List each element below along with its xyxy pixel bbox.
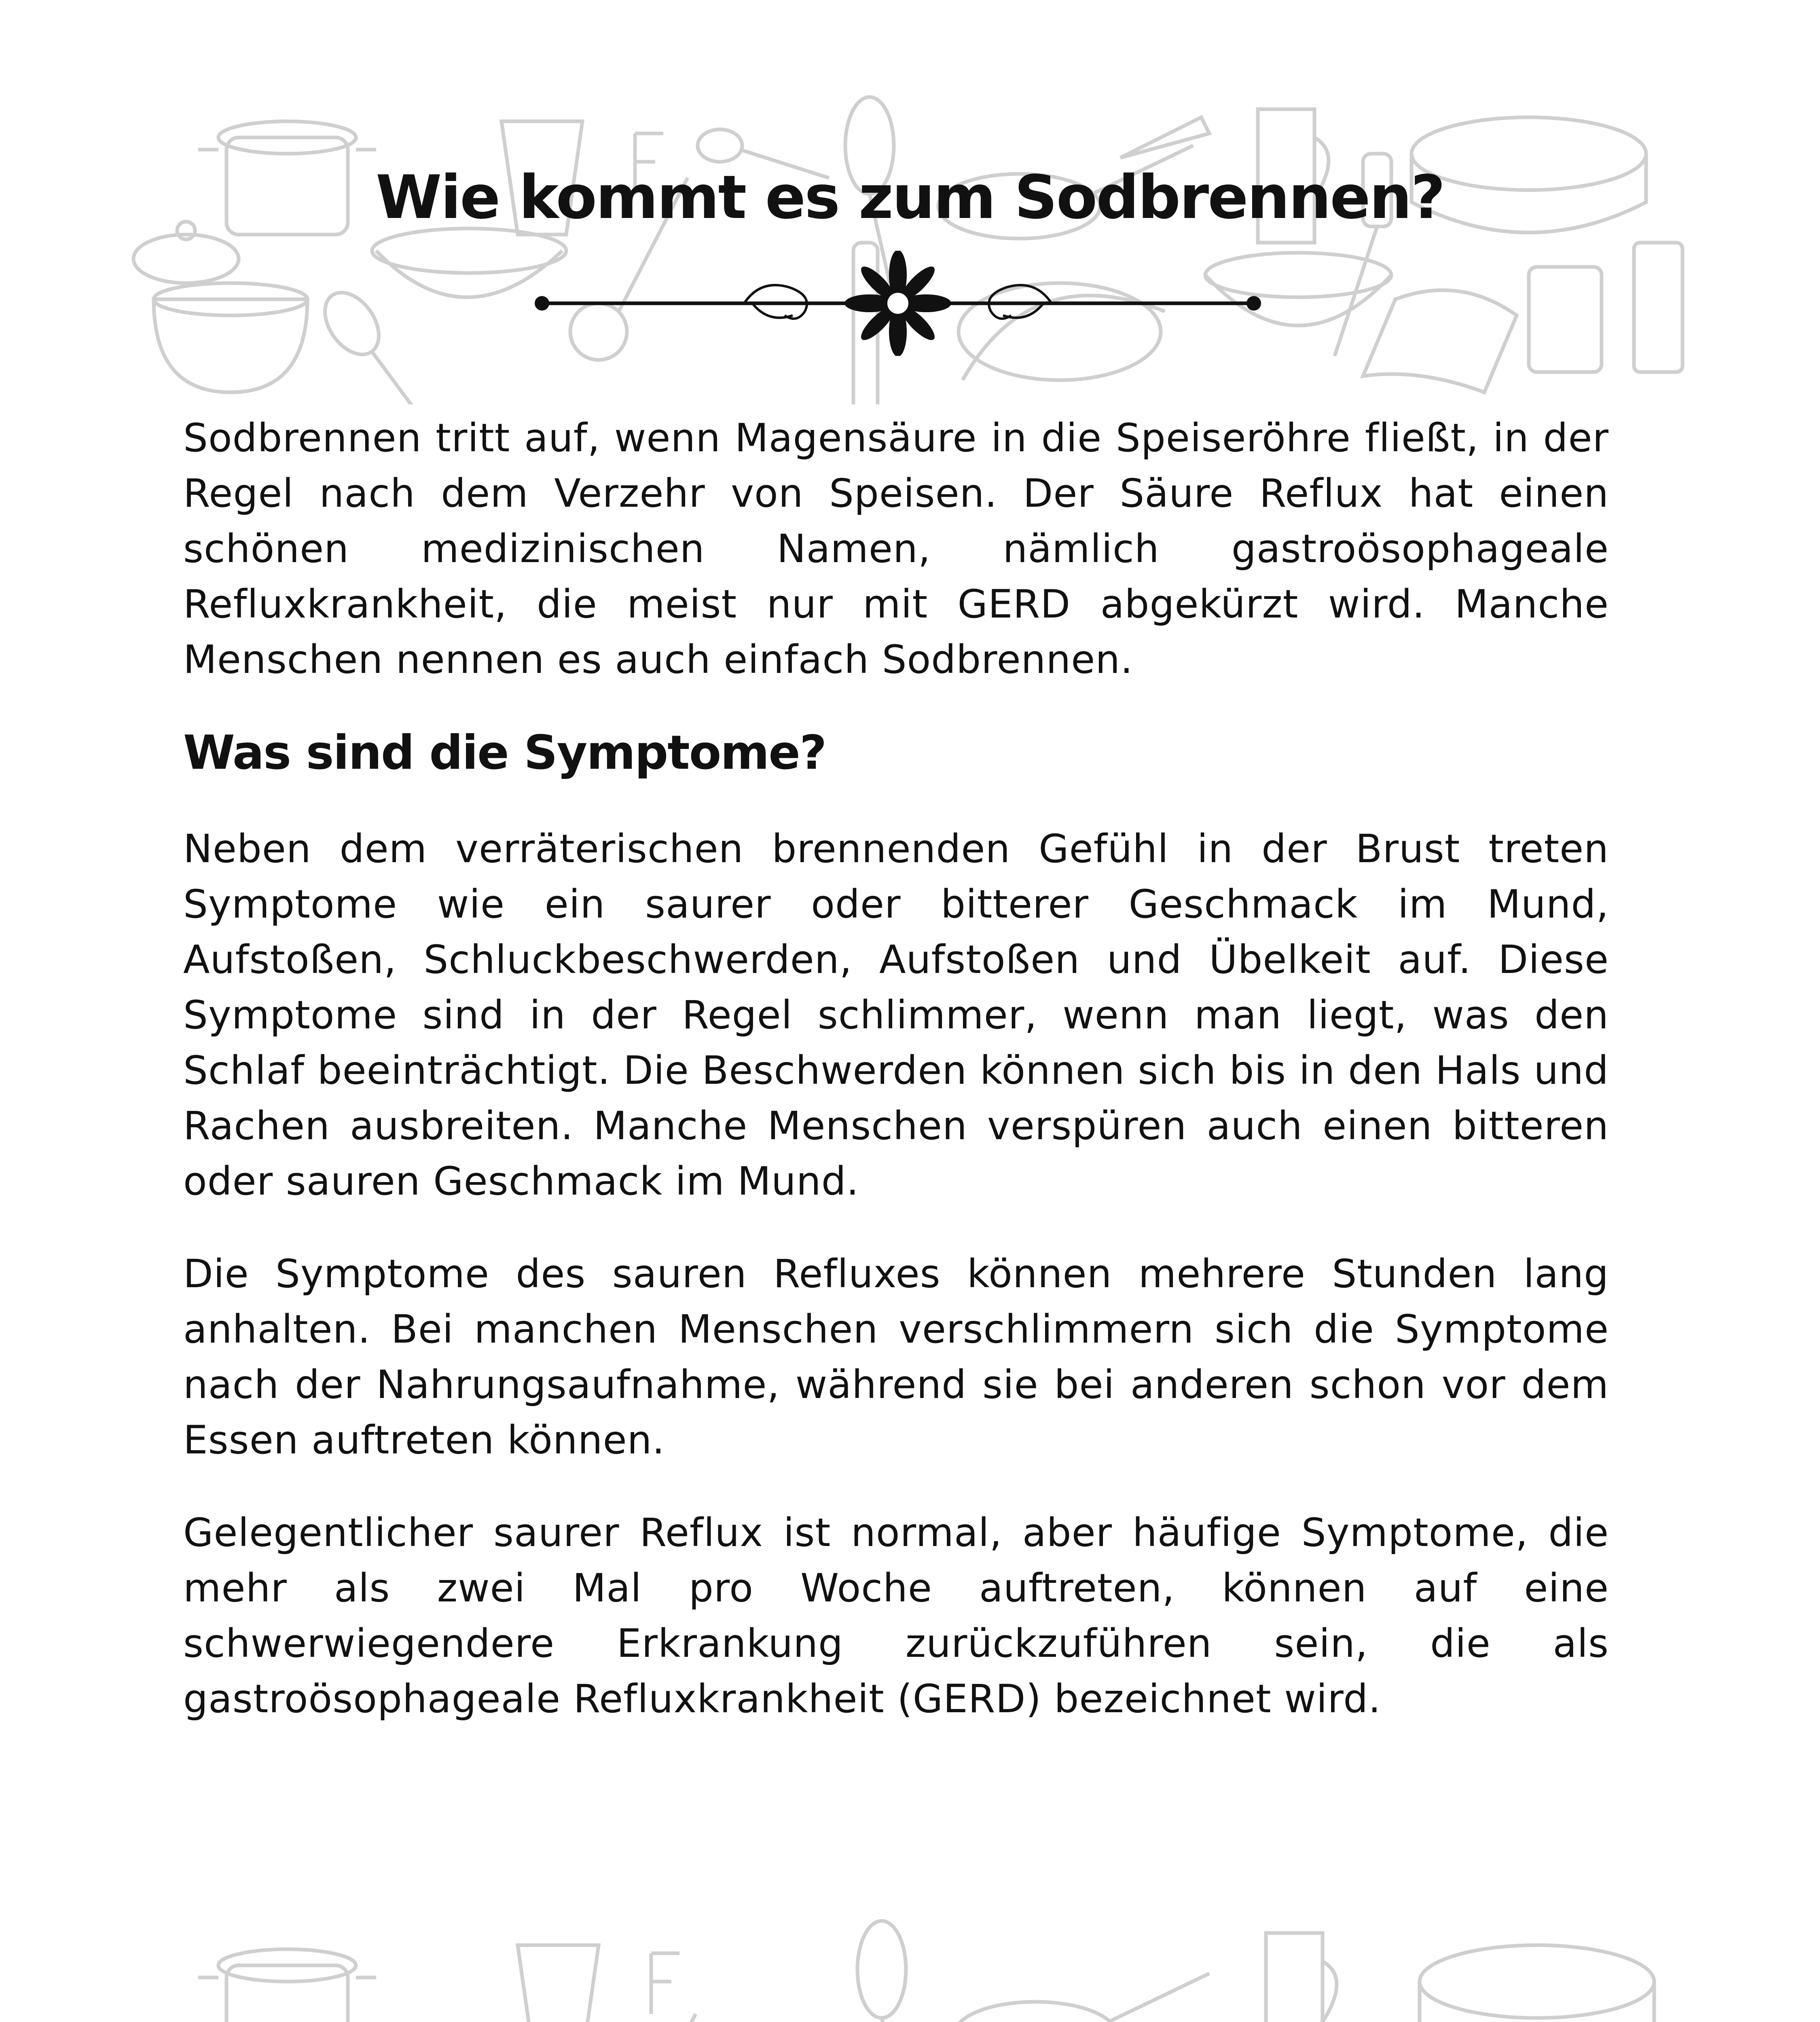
whisk-icon bbox=[857, 1921, 906, 2022]
knife-icon bbox=[1120, 117, 1209, 158]
glass-icon bbox=[518, 1945, 599, 2022]
pot-icon bbox=[198, 1949, 376, 2022]
cloth-icon bbox=[1363, 290, 1517, 393]
ladle-icon bbox=[578, 2014, 696, 2022]
bowl-icon bbox=[154, 283, 307, 392]
symptoms-paragraph-2: Die Symptome des sauren Refluxes können mehrere Stunden lang anhalten. Bei manchen Menschen verschlimmern sich die Symptome nach der Nahrungsaufnahme, während sie bei anderen schon vor dem Essen auftreten können. bbox=[183, 1251, 1609, 1463]
spoon-icon bbox=[314, 283, 453, 404]
symptoms-paragraph-3: Gelegentlicher saurer Reflux ist normal, aber häufige Symptome, die mehr als zwei Mal pro Woche auftreten, können auf eine schwerwiegendere Erkrankung zurückzuführen sein, die als gastroösophageale Refluxkrankheit (GERD) bezeichnet wird. bbox=[183, 1510, 1609, 1722]
grater-icon bbox=[1634, 243, 1682, 372]
flower-ornament-icon bbox=[844, 251, 951, 356]
page-title: Wie kommt es zum Sodbrennen? bbox=[376, 163, 1444, 232]
jug-icon bbox=[1266, 1933, 1337, 2022]
intro-paragraph: Sodbrennen tritt auf, wenn Magensäure in die Speiseröhre fließt, in der Regel nach dem Verzehr von Speisen. Der Säure Reflux hat einen schönen medizinischen Namen, nämlich gastroösophageale Refluxkrankheit, die meist nur mit GERD abgekürzt wird. Manche Menschen nennen es auch einfach Sodbrennen. bbox=[183, 415, 1609, 682]
main-content bbox=[183, 410, 1609, 1764]
frying-pan-icon bbox=[954, 1973, 1209, 2022]
section-heading: Was sind die Symptome? bbox=[183, 725, 826, 780]
thermometer-icon bbox=[651, 1953, 679, 2014]
kitchen-illustration-bottom bbox=[0, 1893, 1820, 2022]
symptoms-paragraph-1: Neben dem verräterischen brennenden Gefühl in der Brust treten Symptome wie ein saurer oder bitterer Geschmack im Mund, Aufstoßen, Schluckbeschwerden, Aufstoßen und Übelkeit auf. Diese Symptome sind in der Regel schlimmer, wenn man liegt, was den Schlaf beeinträchtigt. Die Beschwerden können sich bis in den Hals und Rachen ausbreiten. Manche Menschen verspüren auch einen bitteren oder sauren Geschmack im Mund. bbox=[183, 826, 1609, 1204]
cake-ring-icon bbox=[1420, 1945, 1654, 2022]
scale-icon bbox=[1529, 267, 1602, 372]
title-divider bbox=[534, 251, 1262, 356]
